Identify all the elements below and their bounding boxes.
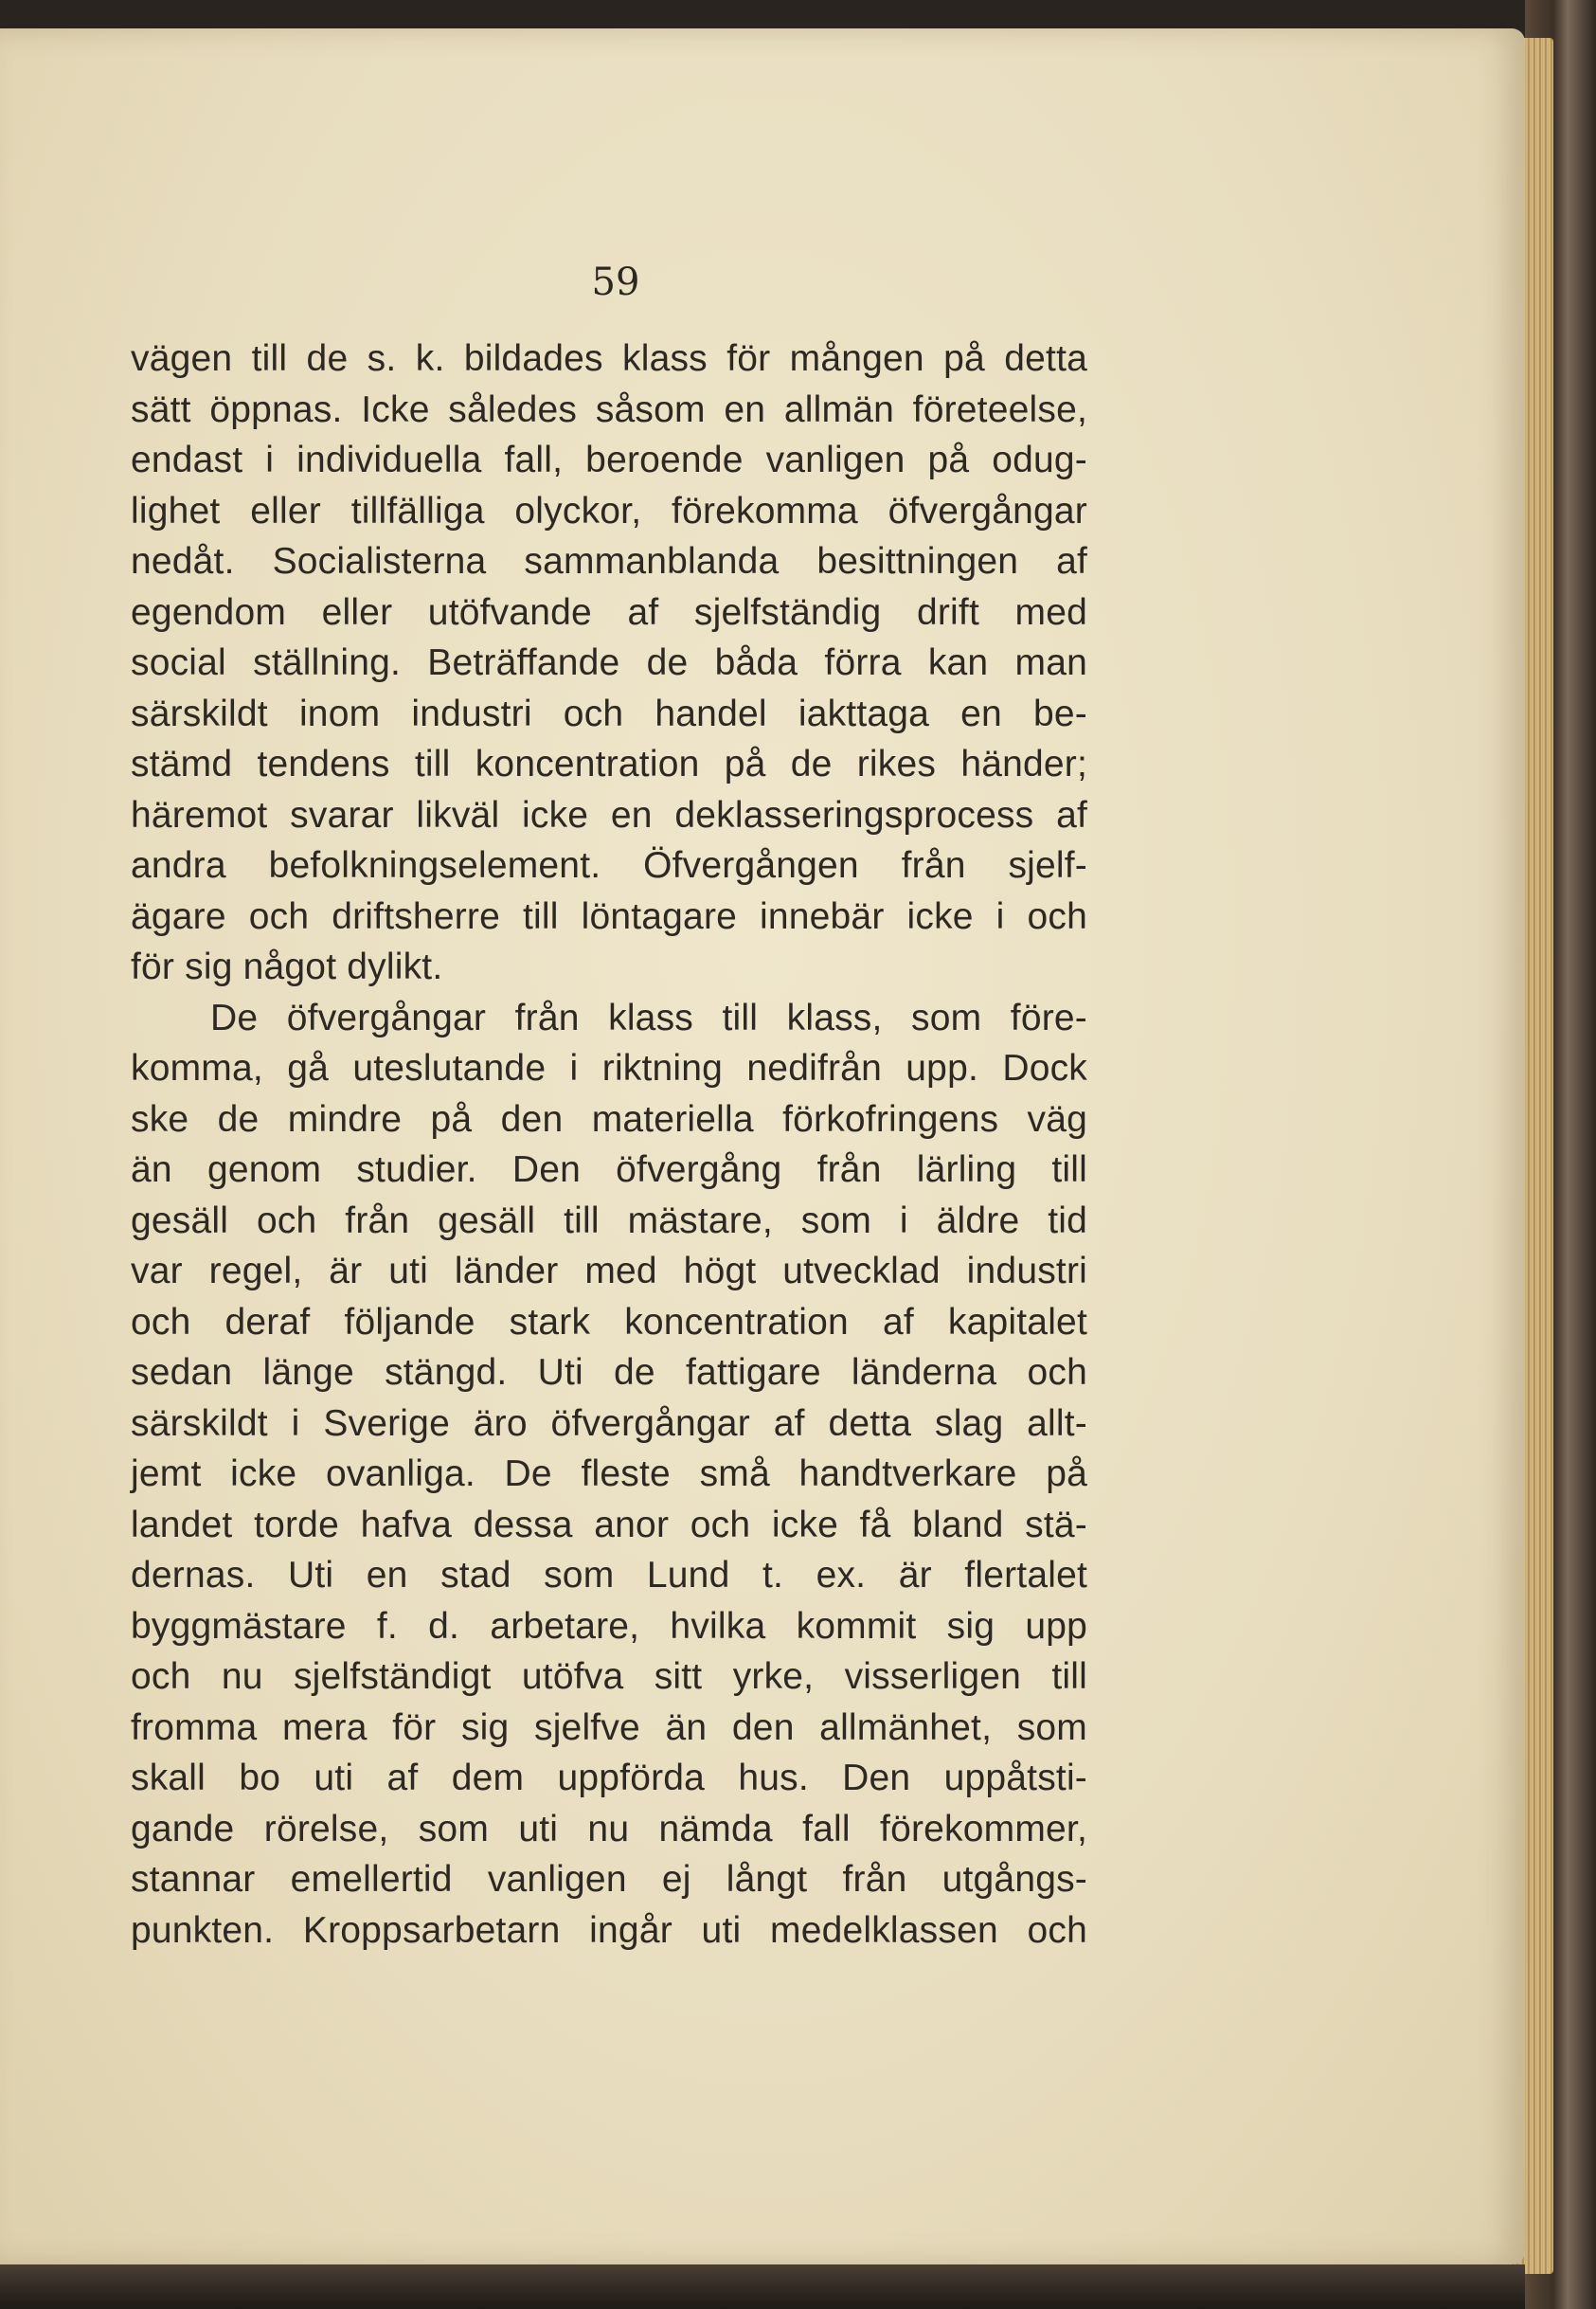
text-line: nedåt. Socialisterna sammanblanda besittningen af: [131, 541, 1087, 582]
text-line: ägare och driftsherre till löntagare innebär icke i och: [131, 895, 1087, 937]
text-line: lighet eller tillfälliga olyckor, förekomma öfvergångar: [131, 490, 1087, 532]
text-line: stämd tendens till koncentration på de rikes händer;: [131, 744, 1087, 785]
text-line: andra befolkningselement. Öfvergången från sjelf-: [131, 845, 1087, 886]
text-line: punkten. Kroppsarbetarn ingår uti medelklassen och: [131, 1909, 1087, 1951]
page-number: 59: [591, 261, 640, 304]
text-line: häremot svarar likväl icke en deklasseringsprocess af: [131, 794, 1087, 836]
body-text: [131, 334, 1087, 1956]
text-line: endast i individuella fall, beroende vanligen på odug-: [131, 440, 1087, 480]
text-line: ske de mindre på den materiella förkofringens väg: [131, 1098, 1087, 1140]
paragraph-end-line: för sig något dylikt.: [131, 947, 443, 987]
text-line: social ställning. Beträffande de båda förra kan man: [131, 642, 1087, 683]
text-line: gesäll och från gesäll till mästare, som i äldre tid: [131, 1200, 1087, 1241]
text-line: än genom studier. Den öfvergång från lärling till: [131, 1149, 1087, 1190]
text-line: komma, gå uteslutande i riktning nedifrån upp. Dock: [131, 1048, 1087, 1089]
scan-bottom-edge: [0, 2264, 1525, 2309]
text-line: dernas. Uti en stad som Lund t. ex. är flertalet: [131, 1555, 1087, 1596]
text-line: egendom eller utöfvande af sjelfständig drift med: [131, 591, 1087, 633]
text-line: vägen till de s. k. bildades klass för mången på detta: [131, 338, 1087, 379]
text-line: jemt icke ovanliga. De fleste små handtverkare på: [131, 1453, 1087, 1494]
paragraph-start-line: De öfvergångar från klass till klass, som före-: [210, 997, 1087, 1038]
text-line: fromma mera för sig sjelfve än den allmänhet, som: [131, 1706, 1087, 1748]
text-line: sedan länge stängd. Uti de fattigare länderna och: [131, 1352, 1087, 1393]
text-line: stannar emellertid vanligen ej långt från utgångs-: [131, 1859, 1087, 1900]
text-line: var regel, är uti länder med högt utvecklad industri: [131, 1251, 1087, 1291]
text-line: landet torde hafva dessa anor och icke få bland stä-: [131, 1504, 1087, 1545]
book-page: [0, 28, 1525, 2264]
text-line: och deraf följande stark koncentration af kapitalet: [131, 1301, 1087, 1343]
text-line: särskildt i Sverige äro öfvergångar af detta slag allt-: [131, 1402, 1087, 1444]
text-line: skall bo uti af dem uppförda hus. Den uppåtsti-: [131, 1758, 1087, 1798]
text-line: byggmästare f. d. arbetare, hvilka kommit sig upp: [131, 1605, 1087, 1647]
text-line: och nu sjelfständigt utöfva sitt yrke, visserligen till: [131, 1656, 1087, 1697]
text-line: sätt öppnas. Icke således såsom en allmän företeelse,: [131, 388, 1087, 430]
text-line: gande rörelse, som uti nu nämda fall förekommer,: [131, 1808, 1087, 1849]
text-line: särskildt inom industri och handel iakttaga en be-: [131, 693, 1087, 734]
